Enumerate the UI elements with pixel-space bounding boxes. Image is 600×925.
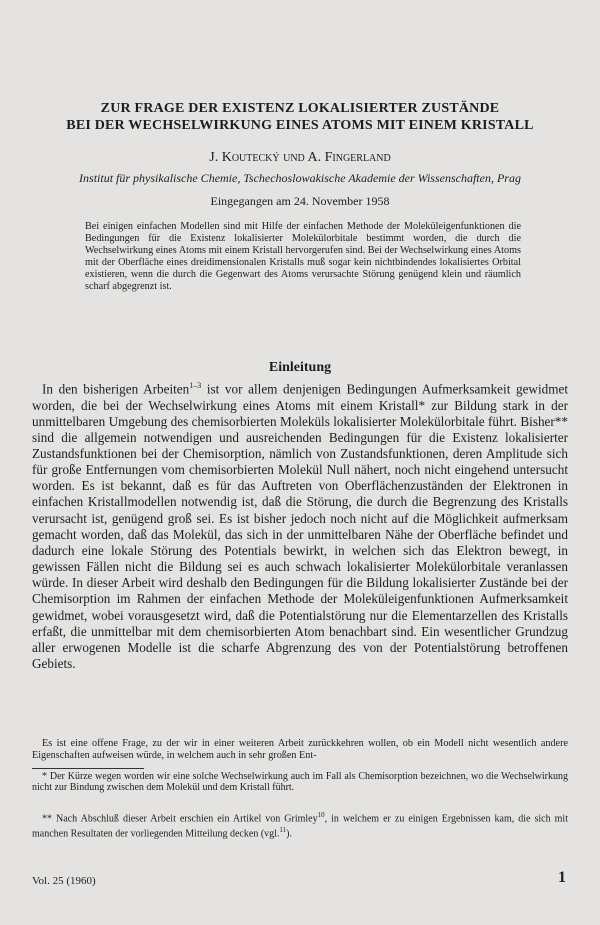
body-paragraph <box>32 378 568 672</box>
institute: Institut für physikalische Chemie, Tschechoslowakische Akademie der Wissenschaften, Prag <box>79 171 521 185</box>
received-date: Eingegangen am 24. November 1958 <box>210 194 390 208</box>
title-line-1: ZUR FRAGE DER EXISTENZ LOKALISIERTER ZUSTÄNDE <box>100 101 500 116</box>
footnote-rule <box>32 768 144 769</box>
journal-volume: Vol. 25 (1960) <box>32 875 96 887</box>
paper-title <box>30 100 570 134</box>
section-title: Einleitung <box>268 360 332 375</box>
reference-superscript: 11 <box>279 825 287 834</box>
footnote-2-part-2: , in welchem er zu einigen Ergebnissen kam, die sich mit manchen Resultaten der vorliegenden Mitteilung decken (vgl. <box>32 813 568 840</box>
footnote-2 <box>32 810 568 839</box>
page-number: 1 <box>558 869 566 886</box>
small-print-paragraph: Es ist eine offene Frage, zu der wir in einer weiteren Arbeit zurückkehren wollen, ob ein Modell nicht wesentlich andere Eigenschaften aufweisen würde, in welchem auch in sehr großen Ent- <box>32 738 568 761</box>
abstract: Bei einigen einfachen Modellen sind mit Hilfe der einfachen Methode der Moleküleigenfunktionen die Bedingungen für die Existenz lokalisierter Molekülorbitale bestimmt worden, die durch die Wechselwirkung eines Atoms mit einem Kristall hervorgerufen sind. Bei der Wechselwirkung eines Atoms mit der Oberfläche eines dreidimensionalen Kristalls muß sogar kein nichtbindendes lokalisiertes Orbital existieren, wenn die durch die Gegenwart des Atoms verursachte Störung genügend klein und räumlich scharf abgegrenzt ist. <box>85 221 521 293</box>
authors: J. Koutecký und A. Fingerland <box>209 150 391 165</box>
body-text-part-2: ist vor allem denjenigen Bedingungen Aufmerksamkeit gewidmet worden, die bei der Wechselwirkung eines Atoms mit einem Kristall* zur Bildung stark in der unmittelbaren Umgebung des chemisorbierten Moleküls lokalisierter Molekülorbitale führt. Bisher** sind die allgemein notwendigen und ausreichenden Bedingungen für die Existenz lokalisierter Zustandsfunktionen bei der Chemisorption, nämlich von Zustandsfunktionen, deren Amplitude sich für große Entfernungen vom chemisorbierten Molekül Null nähert, noch nicht eingehend untersucht worden. Es ist bekannt, daß es für das Auftreten von Oberflächenzuständen der Elektronen in einfachen Kristallmodellen notwendig ist, daß die Störung, die durch die Begrenzung des Kristalls verursacht ist, genügend groß sei. Es ist bisher jedoch noch nicht auf die Möglichkeit aufmerksam gemacht worden, daß das Molekül, das sich in der unmittelbaren Nähe der Oberfläche befindet und dadurch eine lokale Störung des Potentials bewirkt, in welchen sich das Elektron bewegt, in gewissen Fällen nicht die Bildung sei es auch schwach lokalisierter Molekülorbitale veranlassen würde. In dieser Arbeit wird deshalb den Bedingungen für die Bildung lokalisierter Zustände bei der Chemisorption im Rahmen der einfachen Methode der Moleküleigenfunktionen Aufmerksamkeit gewidmet, wobei vorausgesetzt wird, daß die Potentialstörung nur die Elementarzellen des Kristalls erfaßt, die unmittelbar mit dem chemisorbierten Atom benachbart sind. Ein wesentlicher Grundzug aller erwogenen Modelle ist die scharfe Abgrenzung des von der Potentialstörung betroffenen Gebiets. <box>32 381 568 672</box>
reference-superscript: 1–3 <box>189 381 202 390</box>
footnote-2-part-1: ** Nach Abschluß dieser Arbeit erschien ein Artikel von Grimley <box>42 813 318 825</box>
footnote-2-part-3: ). <box>286 828 293 840</box>
footnote-1: * Der Kürze wegen worden wir eine solche Wechselwirkung auch im Fall als Chemisorption bezeichnen, wo die Wechselwirkung nicht zur Bindung zwischen dem Molekül und dem Kristall führt. <box>32 771 568 794</box>
reference-superscript: 10 <box>317 811 325 819</box>
title-line-2: BEI DER WECHSELWIRKUNG EINES ATOMS MIT EINEM KRISTALL <box>66 118 534 133</box>
body-text-part-1: In den bisherigen Arbeiten <box>42 381 190 397</box>
